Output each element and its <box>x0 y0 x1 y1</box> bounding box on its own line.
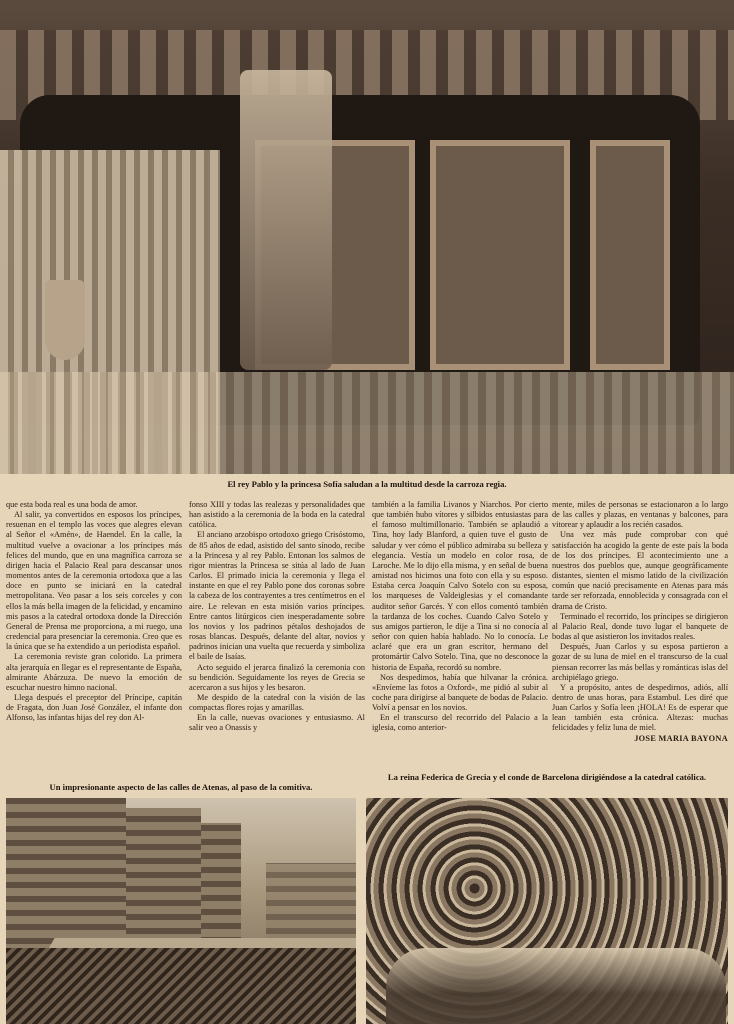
paragraph: Después, Juan Carlos y su esposa partieron a gozar de su luna de miel en el transcurso de la cual piensan recorrer las más bellas y románticas islas del archipiélago griego. <box>552 642 728 682</box>
top-photo-caption: El rey Pablo y la princesa Sofía saludan a la multitud desde la carroza regia. <box>227 479 507 489</box>
article-column-4 <box>552 500 728 744</box>
athens-street-photo <box>6 798 356 1024</box>
queen-federica-crowd-photo <box>366 798 728 1024</box>
article-column-2 <box>189 500 365 734</box>
paragraph: Me despido de la catedral con la visión de las compactas flores rojas y amarillas. <box>189 692 365 713</box>
open-car <box>386 948 726 1024</box>
paragraph: En la calle, nuevas ovaciones y entusiasmo. Al salir veo a Onassis y <box>189 713 365 733</box>
article-column-1 <box>6 500 182 723</box>
author-signature: JOSE MARIA BAYONA <box>634 733 728 743</box>
paragraph: Al salir, ya convertidos en esposos los príncipes, resuenan en el templo las voces que alegres elevan al Señor el «Amén», de Haendel. En la calle, la multitud vuelve a ovacionar a los príncipes más felices del mundo, que en una magnífica carroza se dirigen hacia el Palacio Real para descansar unos momentos antes de la ceremonia ortodoxa que a las doce en punto se iniciará en la catedral metropolitana. Veo pasar a los seis corceles y con ellos la más bella imagen de la felicidad, y encamino mis pasos a la catedral ortodoxa donde la Dirección General de Prensa me proporciona, a mi ruego, una credencial para presenciar la ceremonia. Creo que es la única que se ha extendido a un periodista español. <box>6 510 182 652</box>
carriage-window-side <box>590 140 670 370</box>
royal-carriage-photo <box>0 0 734 474</box>
paragraph: fonso XIII y todas las realezas y personalidades que han asistido a la ceremonia de la boda en la catedral católica. <box>189 500 365 530</box>
paragraph: que esta boda real es una boda de amor. <box>6 500 138 509</box>
bottom-right-caption: La reina Federica de Grecia y el conde de Barcelona dirigiéndose a la catedral católica. <box>387 772 707 782</box>
paragraph: Una vez más pude comprobar con qué satisfacción ha acogido la gente de este país la boda de los dos príncipes. El acontecimiento une a nuestros dos pueblos que, aunque geográficamente distantes, sienten el mismo latido de la civilización común que nació precisamente en Atenas para más tarde ser reforzada, ennoblecida y consagrada con el drama de Cristo. <box>552 530 728 611</box>
article-column-3 <box>372 500 548 734</box>
paragraph: Terminado el recorrido, los príncipes se dirigieron al Palacio Real, donde tuvo lugar el banquete de bodas al que asistieron los invitados reales. <box>552 611 728 642</box>
carriage-window-king <box>430 140 570 370</box>
paragraph: El anciano arzobispo ortodoxo griego Crisóstomo, de 85 años de edad, asistido del santo sínodo, recibe a la Princesa y al rey Pablo. Entonan los salmos de rigor mientras la Princesa se sitúa al lado de Juan Carlos. El primado inicia la ceremonia y llega el instante en que el rey Pablo pone dos coronas sobre la cabeza de los contrayentes a tres centímetros en el aire. Le relevan en esta misión varios príncipes. Entre cantos litúrgicos cien inesperadamente sobre los novios y los padrinos pétalos deshojados de rosas blancas. Después, delante del altar, novios y padrinos inician una vuelta que recuerda y simboliza el baile de Isaías. <box>189 530 365 662</box>
building <box>126 808 201 948</box>
paragraph: En el transcurso del recorrido del Palacio a la iglesia, como anterior- <box>372 713 548 733</box>
tassel-trim <box>0 372 734 474</box>
paragraph: Y a propósito, antes de despedirnos, adiós, allí dentro de unas horas, para Estambul. Les diré que Juan Carlos y Sofía leen ¡HOLA! Es de esperar que lean también esta crónica. Altezas: muchas felicidades y feliz luna de miel. <box>552 682 728 733</box>
carriage-lantern <box>240 70 332 370</box>
paragraph: Llega después el preceptor del Príncipe, capitán de Fragata, don Juan José González, el infante don Alfonso, las infantas hijas del rey don Al- <box>6 692 182 723</box>
paragraph: también a la familia Livanos y Niarchos. Por cierto que también hubo vítores y silbidos entusiastas para el famoso multimillonario. También se aplaudió a Tina, hoy lady Blanford, a quien tuve el gusto de saludar y ver cómo el público admiraba su belleza y elegancia. Vestía un modelo en color rosa, de Laroche. Me lo dijo ella misma, y en señal de buena amistad nos hicimos una foto con ella y su esposo. Estaba cerca Joaquín Calvo Sotelo con su esposa, los marqueses de Valdeiglesias y el comandante auditor señor Garcés. Y con ellos comentó también la tardanza de los coches. Cuando Calvo Sotelo y sus amigos partieron, le dije a Tina si no conocía al señor con quien había hablado. No lo conocía. Le aclaré que era un gran escritor, hermano del protomártir Calvo Sotelo. Tina, que no desconoce la historia de España, recordó su nombre. <box>372 500 548 672</box>
bottom-left-caption: Un impresionante aspecto de las calles de Atenas, al paso de la comitiva. <box>49 782 313 792</box>
crowd <box>6 948 356 1024</box>
paragraph: mente, miles de personas se estacionaron a lo largo de las calles y plazas, en ventanas y balcones, para vitorear y aplaudir a los recién casados. <box>552 500 728 530</box>
paragraph: Acto seguido el jerarca finalizó la ceremonia con su bendición. Seguidamente los reyes de Grecia se acercaron a sus hijos y les besaron. <box>189 662 365 692</box>
paragraph: Nos despedimos, había que hilvanar la crónica. «Envíeme las fotos a Oxford», me pidió al subir al coche para dirigirse al banquete de bodas de Palacio. Volví a pensar en los novios. <box>372 672 548 713</box>
building <box>6 798 126 958</box>
building <box>201 823 241 943</box>
coat-of-arms <box>45 280 85 360</box>
paragraph: La ceremonia reviste gran colorido. La primera alta jerarquía en llegar es el representante de España, almirante Abárzuza. De nuevo la emoción de escuchar nuestro himno nacional. <box>6 652 182 692</box>
building <box>266 863 356 948</box>
